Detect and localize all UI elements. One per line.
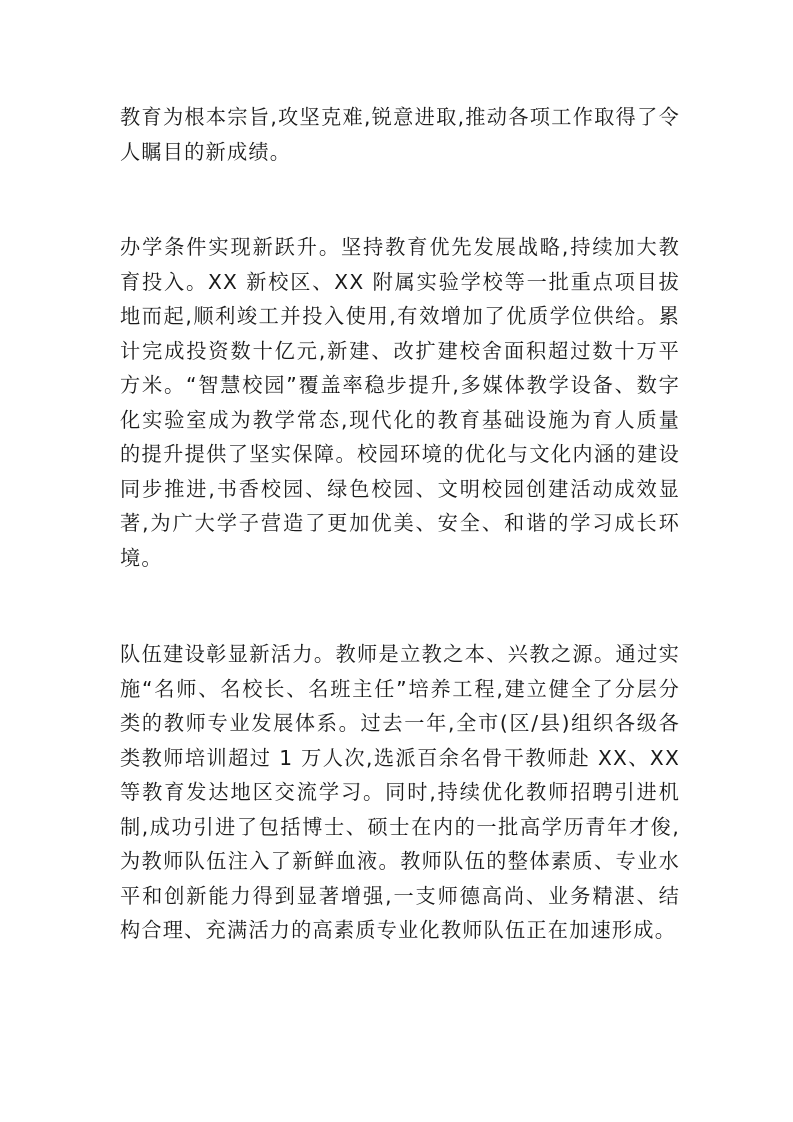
paragraph-intro-continuation: 教育为根本宗旨,攻坚克难,锐意进取,推动各项工作取得了令人瞩目的新成绩。: [120, 105, 680, 164]
paragraph-school-conditions: 办学条件实现新跃升。坚持教育优先发展战略,持续加大教育投入。XX 新校区、XX 附属实验学校等一批重点项目拔地而起,顺利竣工并投入使用,有效增加了优质学位供给。累计完成投资数十亿元,新建、改扩建校舍面积超过数十万平方米。“智慧校园”覆盖率稳步提升,多媒体教学设备、数字化实验室成为教学常态,现代化的教育基础设施为育人质量的提升提供了坚实保障。校园环境的优化与文化内涵的建设同步推进,书香校园、绿色校园、文明校园创建活动成效显著,为广大学子营造了更加优美、安全、和谐的学习成长环境。: [120, 235, 680, 570]
paragraph-teacher-team: 队伍建设彰显新活力。教师是立教之本、兴教之源。通过实施“名师、名校长、名班主任”培养工程,建立健全了分层分类的教师专业发展体系。过去一年,全市(区/县)组织各级各类教师培训超过 1 万人次,选派百余名骨干教师赴 XX、XX 等教育发达地区交流学习。同时,持续优化教师招聘引进机制,成功引进了包括博士、硕士在内的一批高学历青年才俊,为教师队伍注入了新鲜血液。教师队伍的整体素质、专业水平和创新能力得到显著增强,一支师德高尚、业务精湛、结构合理、充满活力的高素质专业化教师队伍正在加速形成。: [120, 642, 680, 942]
